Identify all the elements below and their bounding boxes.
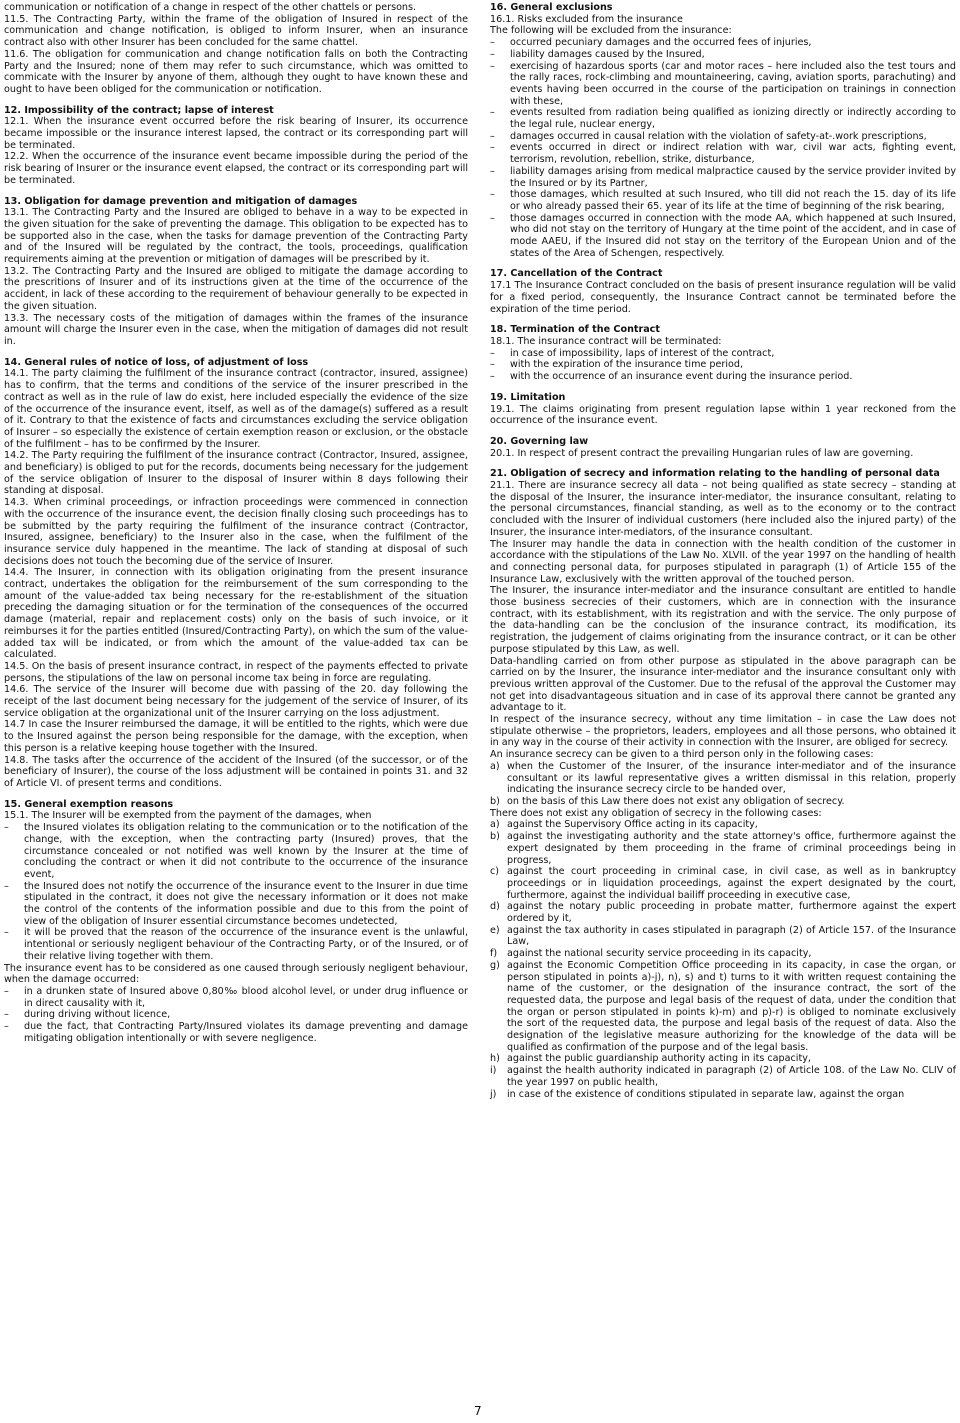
right-column [490,2,956,1100]
item-marker: a) [490,760,500,772]
dash-item: – the Insured violates its obligation relating to the communication or to the notification of the change, with the exception, when the contracting party (Insured) proves, that the circumstance concealed or not notified was well known by the Insurer at the time of concluding the contract or when it did not contribute to the occurrence of the insurance event, [4,822,468,881]
paragraph: 14.5. On the basis of present insurance contract, in respect of the payments effected to private persons, the stipulations of the law on personal income tax being in force are regulating. [4,660,468,684]
paragraph: 18.1. The insurance contract will be terminated: [490,335,722,347]
section-heading: 21. Obligation of secrecy and information relating to the handling of personal data [490,468,940,480]
section-19 [490,392,956,427]
item-marker: i) [490,1065,497,1077]
item-marker: h) [490,1053,500,1065]
item-text: against the health authority indicated in paragraph (2) of Article 108. of the Law No. CLIV of the year 1997 on public health, [507,1065,956,1088]
item-marker: g) [490,959,500,971]
item-text: against the investigating authority and the state attorney's office, furthermore against the expert designated by them proceeding in the frame of criminal proceedings being in progress, [507,831,956,866]
section-15 [4,799,468,1045]
section-heading: 13. Obligation for damage prevention and mitigation of damages [4,195,358,207]
paragraph: 16.1. Risks excluded from the insurance [490,13,683,25]
dash-item: – in a drunken state of Insured above 0,80‰ blood alcohol level, or under drug influence or in direct causality with it, [4,986,468,1009]
item-text: against the public guardianship authority acting in its capacity, [507,1053,811,1065]
item-text: against the national security service proceeding in its capacity, [507,948,812,960]
section-13 [4,196,468,348]
item-marker: a) [490,819,500,831]
paragraph: 14.1. The party claiming the fulfilment of the insurance contract (contractor, insured, assignee) has to confirm, that the terms and conditions of the service of the insurer prescribed in the contract as well as in the rule of law do exist, here included especially the evidence of the size of the occurrence of the insurance event, itself, as well as of the damage(s) suffered as a result of it. Contrary to that the existence of facts and circumstances excluding the service obligation of Insurer – so especially the existence of certain exemption reason or exclusion, or the obstacle of the fulfilment – has to be confirmed by the Insurer. [4,368,468,450]
item-text: against the notary public proceeding in probate matter, furthermore against the expert ordered by it, [507,901,956,925]
dash-item: – with the occurrence of an insurance event during the insurance period. [490,371,956,383]
dash-item: – liability damages arising from medical malpractice caused by the service provider invited by the Insured or by its Partner, [490,166,956,189]
item-marker: e) [490,924,500,936]
paragraph: The following will be excluded from the insurance: [490,25,732,37]
lettered-item [490,866,956,901]
item-text: on the basis of this Law there does not exist any obligation of secrecy. [507,796,845,807]
section-21 [490,468,956,1100]
item-marker: b) [490,796,500,807]
section-14 [4,357,468,790]
section-16 [490,2,956,259]
lettered-item [490,948,956,960]
item-marker: d) [490,901,500,913]
dash-item: – events resulted from radiation being qualified as ionizing directly or indirectly according to the legal rule, nuclear energy, [490,107,956,130]
item-text: against the tax authority in cases stipulated in paragraph (2) of Article 157. of the Insurance Law, [507,924,956,948]
paragraph: Data-handling carried on from other purpose as stipulated in the above paragraph can be carried on by the Insurer, the insurance inter-mediator and the insurance consultant only with previous written approval of the Customer. Due to the refusal of the approval the Customer may not get into disadvantageous situation and in case of its approval there cannot be granted any advantage to it. [490,655,956,714]
paragraph: 17.1 The Insurance Contract concluded on the basis of present insurance regulation will be valid for a fixed period, consequently, the Insurance Contract cannot be terminated before the expiration of the time period. [490,280,956,315]
paragraph: The Insurer, the insurance inter-mediator and the insurance consultant are entitled to handle those business secrecies of their customers, which are in connection with the insurance contract, with its establishment, with its registration and with the service. The only purpose of the data-handling can be the conclusion of the insurance contract, its modification, its registration, the judgement of claims originating from the insurance contract, or it can be other purpose stipulated by this Law, as well. [490,585,956,655]
section-heading: 20. Governing law [490,435,589,447]
dash-item: – events occurred in direct or indirect relation with war, civil war acts, fighting event, terrorism, revolution, rebellion, strike, disturbance, [490,142,956,165]
dash-item: – due the fact, that Contracting Party/Insured violates its damage preventing and damage mitigating obligation intentionally or with severe negligence. [4,1021,468,1044]
lettered-item [490,761,956,796]
dash-item: – liability damages caused by the Insured, [490,49,956,61]
item-text: in case of the existence of conditions stipulated in separate law, against the organ [507,1088,905,1100]
section-heading: 15. General exemption reasons [4,798,174,810]
section-heading: 12. Impossibility of the contract; lapse of interest [4,104,274,116]
paragraph: 13.2. The Contracting Party and the Insured are obliged to mitigate the damage according to the prescritions of Insurer and of its instructions given at the time of the occurrence of the accident, in lack of these according to the requirement of behaviour generally to be expected in the given situation. [4,265,468,312]
dash-item: – it will be proved that the reason of the occurrence of the insurance event is the unlawful, intentional or seriously negligent behaviour of the Contracting Party, or of the Insured, or of their relative living together with them. [4,927,468,962]
lettered-item [490,925,956,948]
dash-item: – during driving without licence, [4,1009,468,1021]
paragraph: 14.4. The Insurer, in connection with its obligation originating from the present insurance contract, undertakes the obligation for the reimbursement of the sum corresponding to the amount of the value-added tax being necessary for the re-establishment of the situation preceding the damaging situation or for the termination of the consequences of the occurred damage (material, repair and replacement costs) only on the basis of such invoice, or it reimburses it for the parties entitled (Insured/Contracting Party), on which the sum of the value-added tax will be indicated, or from which the amount of the value-added tax can be calculated. [4,567,468,661]
section-20 [490,436,956,459]
paragraph: An insurance secrecy can be given to a third person only in the following cases: [490,749,874,761]
dash-item: – damages occurred in causal relation with the violation of safety-at-.work prescriptions, [490,131,956,143]
left-column [4,2,468,1044]
paragraph: 11.6. The obligation for communication and change notification falls on both the Contracting Party and the Insured; none of them may refer to such circumstance, which was omitted to commicate with the Insurer by anyone of them, although they ought to have known these and ought to have been obliged for the communication or notification. [4,48,468,95]
item-text: against the Supervisory Office acting in its capacity, [507,819,758,831]
paragraph: The Insurer may handle the data in connection with the health condition of the customer in accordance with the stipulations of the Law No. XLVII. of the year 1997 on the handling of health and connecting personal data, for purposes stipulated in paragraph (1) of Article 155 of the Insurance Law, exclusively with the written approval of the touched person. [490,538,956,585]
lettered-item [490,1089,956,1101]
paragraph: 20.1. In respect of present contract the prevailing Hungarian rules of law are governing. [490,447,914,459]
paragraph: 13.1. The Contracting Party and the Insured are obliged to behave in a way to be expected in the given situation for the sake of preventing the damage. This obligation to be expected has to be supported also in the case, when the tasks for damage prevention of the Contracting Party and of the Insured will be regulated by the contract, the tools, proceedings, qualification requirements aiming at the prevention or mitigation of damages will be prescribed by it. [4,207,468,266]
dash-item: – occurred pecuniary damages and the occurred fees of injuries, [490,37,956,49]
paragraph: communication or notification of a change in respect of the other chattels or persons. [4,2,417,13]
paragraph: 14.3. When criminal proceedings, or infraction proceedings were commenced in connection with the occurrence of the insurance event, the decision finally closing such proceedings has to be submitted by the party requiring the fulfilment of the insurance contract (Contractor, Insured, assignee, beneficiary) to the Insurer also in the case, when the fulfilment of the insurance service duly happened in the meantime. The lack of standing at disposal of such decisions does not touch the becoming due of the service of Insurer. [4,497,468,567]
dash-item: – in case of impossibility, laps of interest of the contract, [490,348,956,360]
section-18 [490,324,956,383]
paragraph: There does not exist any obligation of secrecy in the following cases: [490,807,822,819]
dash-item: – with the expiration of the insurance time period, [490,359,956,371]
paragraph: 12.1. When the insurance event occurred before the risk bearing of Insurer, its occurrence became impossible or the insurance interest lapsed, the contract or its corresponding part will be terminated. [4,116,468,151]
item-marker: b) [490,831,500,843]
item-text: when the Customer of the Insurer, of the insurance inter-mediator and of the insurance consultant or its lawful representative gives a written dismissal in this relation, properly indicating the insurance secrecy circle to be handed over, [507,760,956,796]
dash-item: – those damages occurred in connection with the mode AA, which happened at such Insured, who did not stay on the territory of Hungary at the time point of the accident, and in case of mode AAEU, if the Insured did not stay on the territory of the European Union and of the states of the Area of Schengen, respectively. [490,213,956,260]
lettered-item [490,819,956,831]
section-heading: 19. Limitation [490,391,566,403]
paragraph: In respect of the insurance secrecy, without any time limitation – in case the Law does not stipulate otherwise – the proprietors, leaders, employees and all those persons, who obtained it in any way in the course of their activity in connection with the Insurer, are obliged for secrecy. [490,714,956,749]
lettered-item [490,831,956,866]
item-text: against the Economic Competition Office proceeding in its capacity, in case the organ, or person stipulated in points a)-j), n), s) and t) turns to it with written request containing the name of the customer, or the designation of the insurance contract, the sort of the requested data, the purpose and legal basis of the request of data, under the condition that the organ or person stipulated in points k)-m) and p)-r) is obliged to nominate exclusively the sort of the requested data, the purpose and legal basis of the request of data. Also the designation of the legislative measure authorizing for the knowledge of the data will be qualified as confirmation of the purpose and of the legal basis. [507,959,956,1053]
section-heading: 14. General rules of notice of loss, of adjustment of loss [4,356,309,368]
dash-item: – those damages, which resulted at such Insured, who till did not reach the 15. day of its life or who already passed their 65. year of its life at the time of beginning of the risk bearing, [490,189,956,212]
item-marker: c) [490,866,500,878]
paragraph: 13.3. The necessary costs of the mitigation of damages within the frames of the insurance amount will charge the Insurer even in the case, when the mitigation of damages did not result in. [4,312,468,347]
lettered-item [490,796,956,808]
dash-item: – exercising of hazardous sports (car and motor races – here included also the test tours and the rally races, rock-climbing and mountaineering, caving, aviation sports, parachuting) and events having been occurred in the course of the participation on trainings in connection with these, [490,61,956,108]
paragraph: 19.1. The claims originating from present regulation lapse within 1 year reckoned from the occurrence of the insurance event. [490,403,956,427]
paragraph: 14.7 In case the Insurer reimbursed the damage, it will be entitled to the rights, which were due to the Insured against the person being responsible for the damage, with the exception, when this person is a relative keeping house together with the Insured. [4,719,468,754]
section-12 [4,105,468,187]
section-heading: 18. Termination of the Contract [490,324,660,336]
item-text: against the court proceeding in criminal case, in civil case, as well as in bankruptcy proceedings or in liquidation proceedings, against the expert designated by the court, furthermore, against the individual bailiff proceeding in executive case, [507,866,956,901]
paragraph: The insurance event has to be considered as one caused through seriously negligent behaviour, when the damage occurred: [4,962,468,986]
paragraph: 11.5. The Contracting Party, within the frame of the obligation of Insured in respect of the communication and change notification, is obliged to inform Insurer, when an insurance contract also with other Insurer has been concluded for the same chattel. [4,13,468,49]
section-11-continued [4,2,468,96]
paragraph: 14.2. The Party requiring the fulfilment of the insurance contract (Contractor, Insured, assignee, and beneficiary) is obliged to put for the records, documents being necessary for the judgement of the service obligation of Insurer to the disposal of Insurer within 8 days following their standing at disposal. [4,450,468,497]
paragraph: 14.8. The tasks after the occurrence of the accident of the Insured (of the successor, or of the beneficiary of Insurer), the course of the loss adjustment will be contained in points 31. and 32 of Article VI. of present terms and conditions. [4,754,468,789]
lettered-item [490,901,956,924]
section-heading: 17. Cancellation of the Contract [490,268,663,280]
section-heading: 16. General exclusions [490,2,613,13]
page-number: 7 [474,1404,482,1418]
paragraph: 21.1. There are insurance secrecy all data – not being qualified as state secrecy – standing at the disposal of the Insurer, the insurance inter-mediator, the insurance consultant, relating to the personal circumstances, financial standing, as well as to the economy or to the contract concluded with the Insurer of individual customers (here included also the injured party) of the Insurer, the insurance inter-mediators, of the insurance consultant. [490,480,956,538]
paragraph: 15.1. The Insurer will be exempted from the payment of the damages, when [4,810,372,822]
lettered-item [490,960,956,1054]
section-17 [490,268,956,315]
item-marker: j) [490,1088,497,1100]
lettered-item [490,1053,956,1065]
lettered-item [490,1065,956,1088]
item-marker: f) [490,948,498,960]
paragraph: 14.6. The service of the Insurer will become due with passing of the 20. day following the receipt of the last document being necessary for the judgement of the service of Insurer, of its service obligation at the organizational unit of the Insurer carrying on the loss adjustment. [4,684,468,719]
dash-item: – the Insured does not notify the occurrence of the insurance event to the Insurer in due time stipulated in the contract, it does not give the necessary information or it does not make the control of the contents of the information possible and due to this from the point of view of the obligation of Insurer essential circumstance becomes undetected, [4,881,468,928]
paragraph: 12.2. When the occurrence of the insurance event became impossible during the period of the risk bearing of Insurer or the insurance event elapsed, the contract or its corresponding part will be terminated. [4,151,468,186]
